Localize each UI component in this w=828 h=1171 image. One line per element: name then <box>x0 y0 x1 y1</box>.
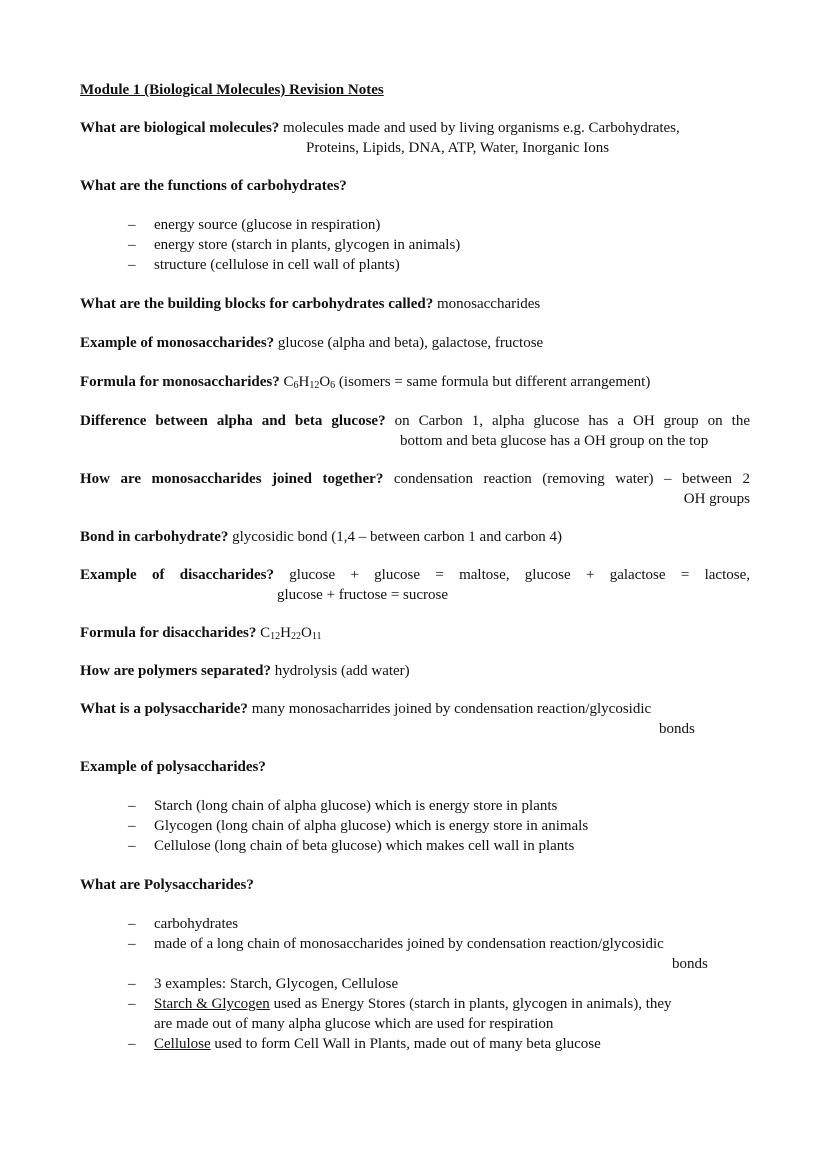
answer: many monosacharrides joined by condensation reaction/glycosidic <box>251 701 652 717</box>
list-item: – Starch & Glycogen used as Energy Stores (starch in plants, glycogen in animals), they are made out of many alpha glucose which are used for respiration <box>128 996 672 1032</box>
poly-facts-list <box>80 914 750 1054</box>
answer: hydrolysis (add water) <box>274 663 410 679</box>
poly-examples-list <box>80 796 750 856</box>
answer-cont: bonds <box>659 721 695 737</box>
qa-mono-examples <box>80 333 750 353</box>
question: What are biological molecules? <box>80 120 280 136</box>
question: What is a polysaccharide? <box>80 701 248 717</box>
question: Bond in carbohydrate? <box>80 529 229 545</box>
answer-cont: OH groups <box>683 491 750 507</box>
question: Example of monosaccharides? <box>80 335 275 351</box>
qa-poly-examples <box>80 757 750 777</box>
answer: glucose (alpha and beta), galactose, fructose <box>277 335 544 351</box>
answer: on Carbon 1, alpha glucose has a OH group on the <box>394 413 751 429</box>
list-item: – 3 examples: Starch, Glycogen, Cellulose <box>128 976 399 992</box>
answer: condensation reaction (removing water) – between 2 <box>393 471 750 487</box>
qa-mono-formula <box>80 372 750 392</box>
formula: $C_6H_{12}O_6$ <box>283 374 336 391</box>
qa-joined <box>80 469 750 509</box>
qa-di-formula <box>80 623 750 643</box>
answer-cont: bottom and beta glucose has a OH group on the top <box>400 433 709 449</box>
qa-carb-functions <box>80 176 750 196</box>
answer: glycosidic bond (1,4 – between carbon 1 and carbon 4) <box>232 529 563 545</box>
list-item: – carbohydrates <box>128 916 239 932</box>
qa-building-blocks <box>80 294 750 314</box>
question: How are monosaccharides joined together? <box>80 471 384 487</box>
answer-cont: Proteins, Lipids, DNA, ATP, Water, Inorganic Ions <box>306 140 610 156</box>
functions-list <box>80 215 750 275</box>
qa-polysaccharide <box>80 699 750 739</box>
list-item: – energy store (starch in plants, glycogen in animals) <box>128 237 461 253</box>
question: How are polymers separated? <box>80 663 271 679</box>
page-title: Module 1 (Biological Molecules) Revision Notes <box>80 82 384 98</box>
list-item: – made of a long chain of monosaccharides joined by condensation reaction/glycosidic bonds <box>128 936 708 972</box>
formula: $C_{12}H_{22}O_{11}$ <box>260 625 322 642</box>
answer: molecules made and used by living organisms e.g. Carbohydrates, <box>283 120 680 136</box>
question: What are the functions of carbohydrates? <box>80 178 347 194</box>
qa-disaccharides <box>80 565 750 605</box>
question: Difference between alpha and beta glucose? <box>80 413 386 429</box>
question: Example of polysaccharides? <box>80 759 266 775</box>
qa-alpha-beta <box>80 411 750 451</box>
qa-biological-molecules <box>80 118 750 158</box>
document-page <box>80 80 750 1054</box>
qa-polymers <box>80 661 750 681</box>
question: What are the building blocks for carbohydrates called? <box>80 296 434 312</box>
qa-what-polysaccharides <box>80 875 750 895</box>
question: What are Polysaccharides? <box>80 877 254 893</box>
question: Formula for monosaccharides? <box>80 374 280 390</box>
answer: monosaccharides <box>436 296 541 312</box>
list-item: – energy source (glucose in respiration) <box>128 217 381 233</box>
answer-cont: glucose + fructose = sucrose <box>277 587 449 603</box>
question: Formula for disaccharides? <box>80 625 257 641</box>
list-item: – Glycogen (long chain of alpha glucose) which is energy store in animals <box>128 818 589 834</box>
list-item: – Starch (long chain of alpha glucose) which is energy store in plants <box>128 798 558 814</box>
answer: glucose + glucose = maltose, glucose + galactose = lactose, <box>289 567 750 583</box>
list-item: – Cellulose (long chain of beta glucose) which makes cell wall in plants <box>128 838 575 854</box>
question: Example of disaccharides? <box>80 567 274 583</box>
list-item: – Cellulose used to form Cell Wall in Plants, made out of many beta glucose <box>128 1036 601 1052</box>
list-item: – structure (cellulose in cell wall of plants) <box>128 257 400 273</box>
answer: (isomers = same formula but different arrangement) <box>338 374 651 390</box>
qa-bond <box>80 527 750 547</box>
